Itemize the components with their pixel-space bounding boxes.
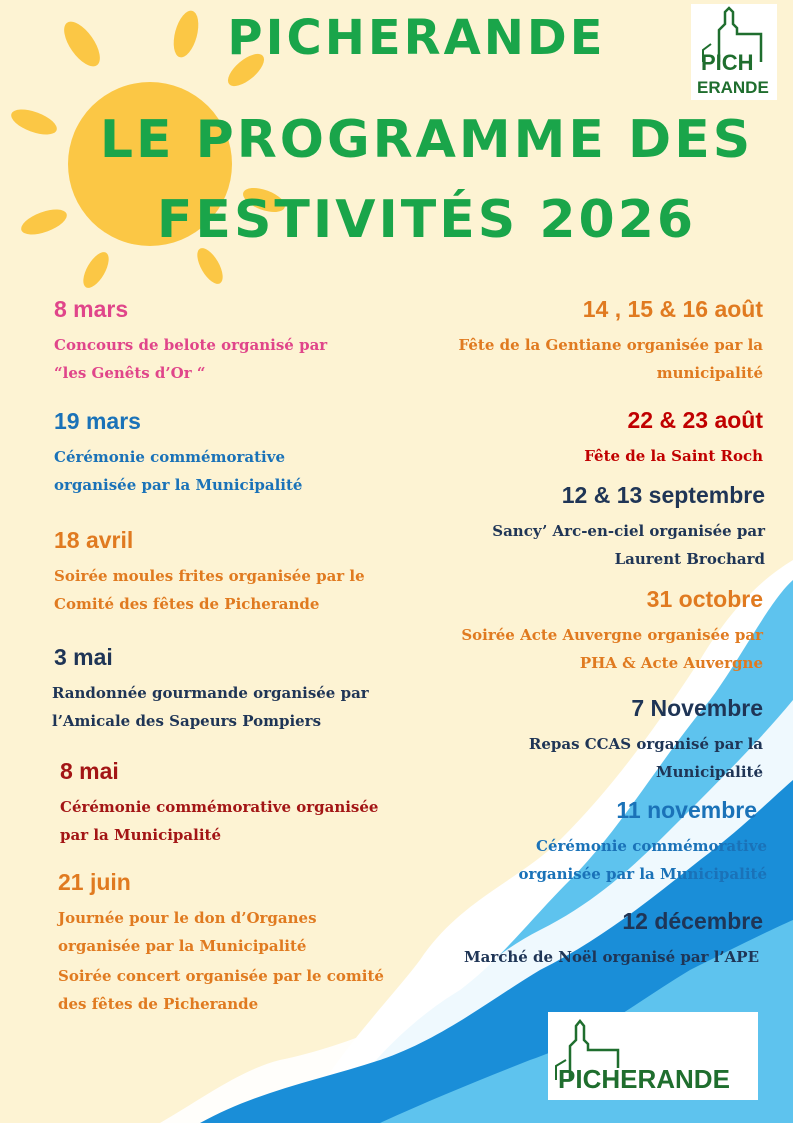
event-12-decembre	[403, 908, 763, 971]
logo-top-line2: ERANDE	[697, 78, 769, 97]
event-8-mars	[54, 296, 414, 387]
event-3-mai	[54, 644, 414, 735]
event-description: Soirée moules frites organisée par le Comité des fêtes de Picherande	[54, 567, 365, 613]
event-date: 8 mars	[54, 296, 129, 322]
event-date: 19 mars	[54, 408, 141, 434]
event-date: 21 juin	[58, 869, 131, 895]
event-date: 22 & 23 août	[627, 407, 763, 433]
event-description-2: Soirée concert organisée par le comité des fêtes de Picherande	[58, 967, 384, 1013]
programme-title-line1: LE PROGRAMME DES	[99, 110, 754, 170]
event-date: 8 mai	[60, 758, 119, 784]
event-description: Soirée Acte Auvergne organisée par PHA & Acte Auvergne	[461, 626, 763, 672]
event-31-octobre	[403, 586, 763, 677]
programme-title-line2: FESTIVITÉS 2026	[156, 190, 697, 250]
event-19-mars	[54, 408, 414, 499]
logo-bottom-text: PICHERANDE	[558, 1064, 730, 1094]
event-date: 7 Novembre	[631, 695, 763, 721]
event-description: Marché de Noël organisé par l’APE	[464, 948, 759, 966]
event-description: Repas CCAS organisé par la Municipalité	[528, 735, 763, 781]
event-14-15-16-aout	[403, 296, 763, 387]
event-description: Randonnée gourmande organisée par l’Amicale des Sapeurs Pompiers	[52, 684, 369, 730]
event-22-23-aout	[403, 407, 763, 470]
logo-bottom	[548, 1012, 758, 1100]
event-date: 14 , 15 & 16 août	[582, 296, 763, 322]
event-description: Fête de la Saint Roch	[584, 447, 763, 465]
event-18-avril	[54, 527, 414, 618]
logo-top	[691, 4, 777, 100]
event-date: 12 décembre	[622, 908, 763, 934]
event-description: Cérémonie commémorative organisée par la Municipalité	[60, 798, 379, 844]
event-date: 3 mai	[54, 644, 113, 670]
event-description: Concours de belote organisé par “les Genêts d’Or “	[54, 336, 328, 382]
event-date: 31 octobre	[646, 586, 763, 612]
event-description: Cérémonie commémorative organisée par la Municipalité	[518, 837, 767, 883]
event-date: 12 & 13 septembre	[561, 482, 765, 508]
logo-top-line1: PICH	[701, 50, 754, 75]
event-8-mai	[60, 758, 420, 849]
event-date: 11 novembre	[616, 797, 757, 823]
event-11-novembre	[407, 797, 767, 888]
event-description: Fête de la Gentiane organisée par la municipalité	[458, 336, 763, 382]
event-description: Cérémonie commémorative organisée par la Municipalité	[54, 448, 303, 494]
event-12-13-septembre	[405, 482, 765, 573]
event-description: Sancy’ Arc-en-ciel organisée par Laurent Brochard	[492, 522, 765, 568]
town-title: PICHERANDE	[227, 10, 606, 66]
event-description: Journée pour le don d’Organes organisée par la Municipalité	[58, 909, 317, 955]
event-date: 18 avril	[54, 527, 134, 553]
event-21-juin	[58, 869, 418, 1018]
event-7-novembre	[403, 695, 763, 786]
